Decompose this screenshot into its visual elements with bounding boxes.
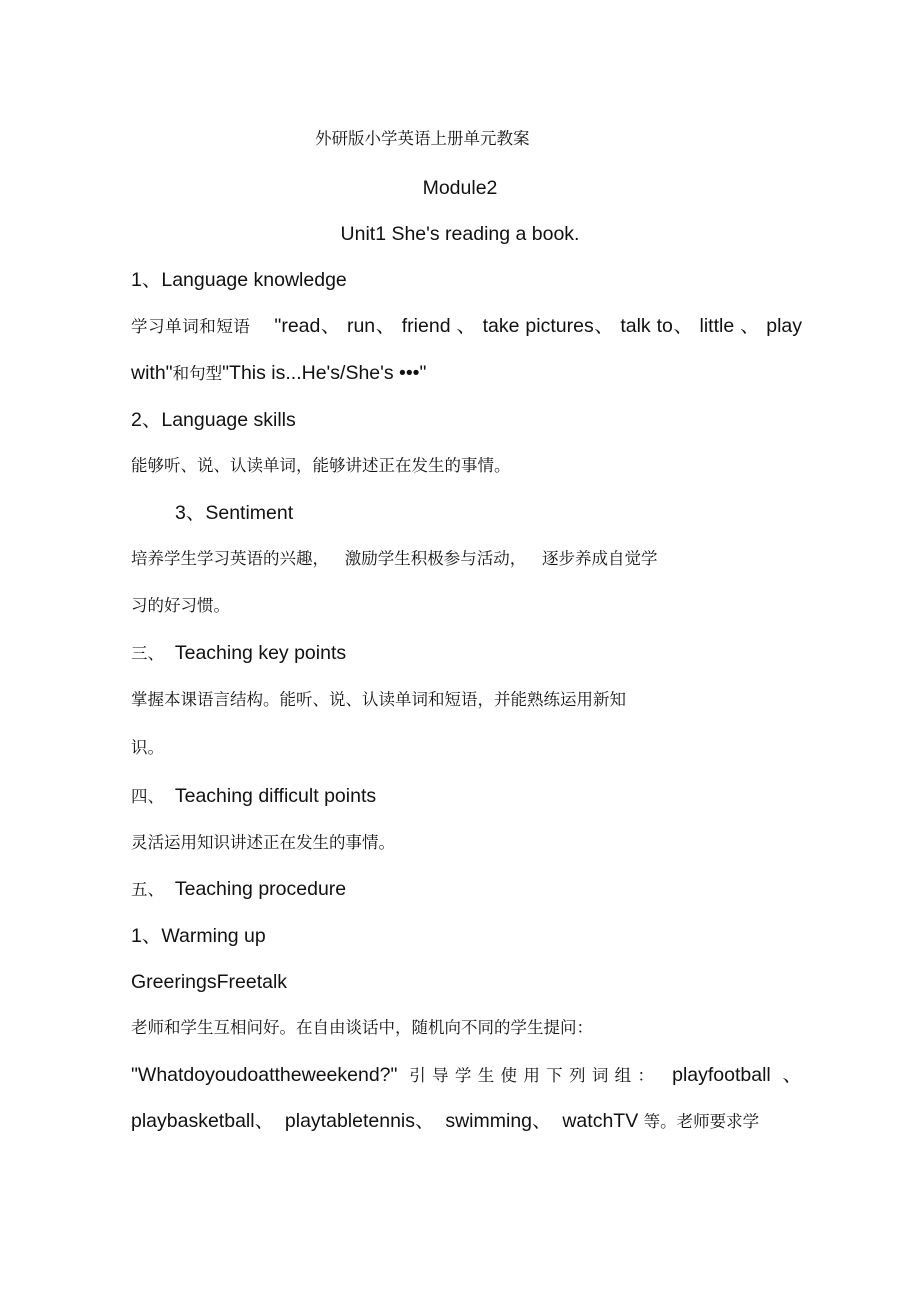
sentiment-line2: 习的好习惯。 bbox=[131, 596, 230, 615]
procedure-heading bbox=[131, 876, 346, 903]
procedure-number: 五、 bbox=[131, 880, 164, 899]
sentence-pattern-label: 和句型 bbox=[172, 364, 223, 383]
key-points-heading bbox=[131, 640, 346, 667]
key-points-title: Teaching key points bbox=[174, 642, 347, 664]
difficult-points-heading bbox=[131, 783, 376, 810]
phrase-playfootball: playfootball 、 bbox=[672, 1064, 802, 1086]
weekend-question: "Whatdoyoudoattheweekend?" bbox=[131, 1064, 398, 1086]
procedure-paragraph-1: 老师和学生互相问好。在自由谈话中，随机向不同的学生提问： bbox=[131, 1018, 593, 1037]
language-knowledge-heading: 1、Language knowledge bbox=[131, 269, 347, 291]
greetings-freetalk: GreeringsFreetalk bbox=[131, 971, 288, 993]
language-knowledge-line1 bbox=[131, 313, 802, 340]
key-points-line1: 掌握本课语言结构。能听、说、认读单词和短语，并能熟练运用新知 bbox=[131, 690, 626, 709]
difficult-points-title: Teaching difficult points bbox=[174, 785, 377, 807]
warming-up-heading: 1、Warming up bbox=[131, 925, 266, 947]
language-knowledge-line2 bbox=[131, 360, 426, 387]
phrase-list: playbasketball、 playtabletennis、 swimming、 watchTV bbox=[131, 1110, 639, 1132]
difficult-points-number: 四、 bbox=[131, 787, 164, 806]
vocab-with: with" bbox=[131, 362, 173, 384]
procedure-paragraph-2 bbox=[131, 1062, 802, 1089]
key-points-line2: 识。 bbox=[131, 738, 164, 757]
sentiment-line1: 培养学生学习英语的兴趣， 激励学生积极参与活动， 逐步养成自觉学 bbox=[131, 549, 658, 568]
sentence-pattern: "This is...He's/She's •••" bbox=[222, 362, 427, 384]
unit-title: Unit1 She's reading a book. bbox=[340, 223, 580, 245]
difficult-points-text: 灵活运用知识讲述正在发生的事情。 bbox=[131, 833, 395, 852]
language-skills-text: 能够听、说、认读单词，能够讲述正在发生的事情。 bbox=[131, 456, 511, 475]
procedure-title: Teaching procedure bbox=[174, 878, 347, 900]
sentiment-heading: 3、Sentiment bbox=[175, 502, 294, 524]
document-header: 外研版小学英语上册单元教案 bbox=[315, 129, 530, 148]
key-points-number: 三、 bbox=[131, 644, 164, 663]
vocab-intro: 学习单词和短语 bbox=[131, 317, 251, 336]
module-title: Module2 bbox=[422, 177, 498, 199]
language-skills-heading: 2、Language skills bbox=[131, 409, 296, 431]
vocab-words: "read、 run、 friend 、 take pictures、 talk to、 little 、 play bbox=[274, 315, 803, 337]
phrase-list-suffix: 等。老师要求学 bbox=[643, 1112, 760, 1131]
phrase-guide-text: 引导学生使用下列词组： bbox=[409, 1066, 661, 1085]
procedure-paragraph-3 bbox=[131, 1108, 759, 1135]
